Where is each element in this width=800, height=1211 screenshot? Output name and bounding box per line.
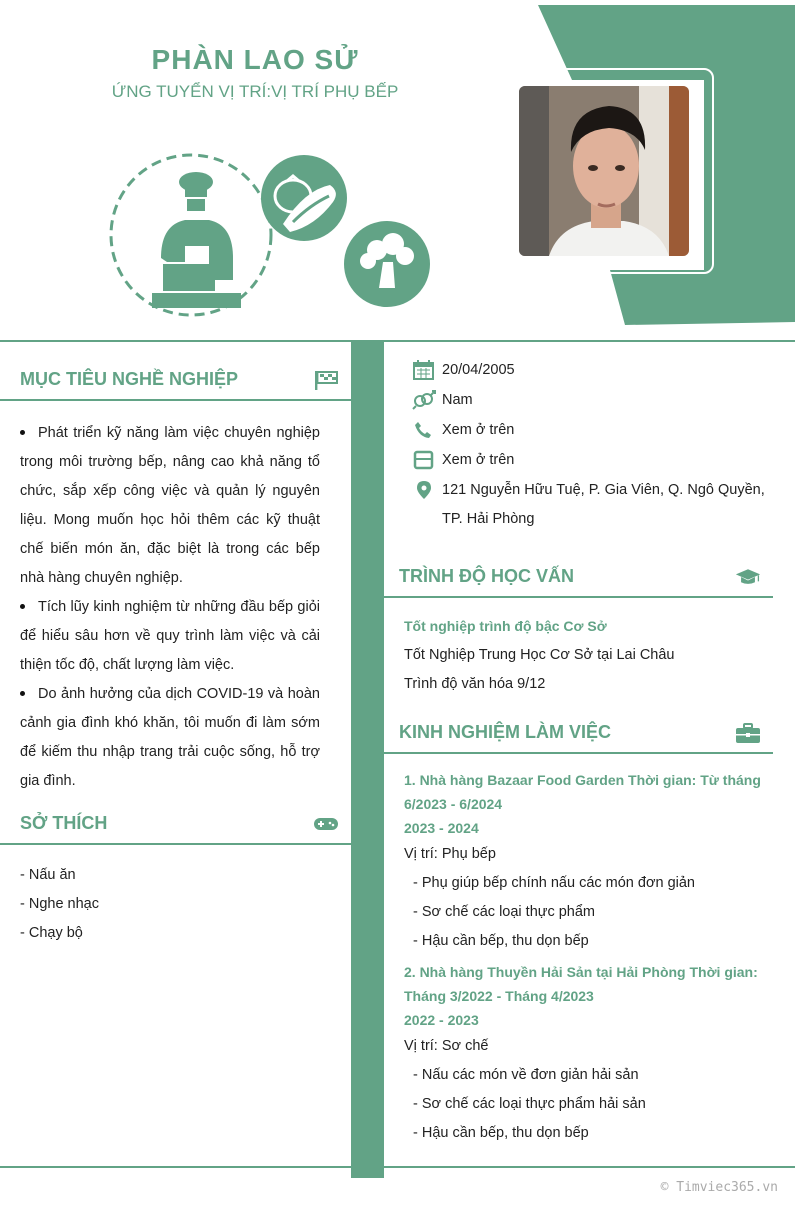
cv-header — [0, 0, 800, 340]
watermark-footer: © Timviec365.vn — [660, 1180, 778, 1195]
education-section-header — [384, 558, 773, 598]
education-level: Trình độ văn hóa 9/12 — [404, 676, 546, 692]
job-role: Vị trí: Phụ bếp — [404, 846, 496, 862]
job-task: - Nấu các món về đơn giản hải sản — [413, 1067, 639, 1083]
job-task: - Hậu cần bếp, thu dọn bếp — [413, 1125, 589, 1141]
gamepad-icon — [313, 813, 339, 835]
experience-body — [404, 768, 772, 1148]
education-body — [404, 612, 774, 699]
email-value: Xem ở trên — [442, 452, 515, 468]
phone-icon — [412, 420, 436, 440]
contact-info — [412, 356, 772, 534]
experience-title: KINH NGHIỆM LÀM VIỆC — [399, 722, 612, 742]
experience-section-header — [384, 714, 773, 754]
flag-icon — [313, 369, 339, 391]
job-task: - Phụ giúp bếp chính nấu các món đơn giản — [413, 875, 695, 891]
chef-illustration — [105, 150, 435, 330]
location-pin-icon — [412, 480, 436, 500]
calendar-icon — [412, 360, 436, 380]
job-task: - Sơ chế các loại thực phẩm hải sản — [413, 1096, 646, 1112]
job-task: - Hậu cần bếp, thu dọn bếp — [413, 933, 589, 949]
center-column-bar — [351, 341, 384, 1178]
bottom-divider-left — [0, 1166, 351, 1168]
job-title: 1. Nhà hàng Bazaar Food Garden Thời gian: Từ tháng 6/2023 - 6/2024 — [404, 772, 761, 812]
job-years: 2022 - 2023 — [404, 1012, 479, 1028]
gender-row — [412, 386, 772, 416]
job-title: 2. Nhà hàng Thuyền Hải Sản tại Hải Phòng Thời gian: Tháng 3/2022 - Tháng 4/2023 — [404, 964, 758, 1004]
birthday-value: 20/04/2005 — [442, 362, 515, 378]
position-value: VỊ TRÍ PHỤ BẾP — [271, 82, 399, 101]
job-role: Vị trí: Sơ chế — [404, 1038, 489, 1054]
objective-item: Tích lũy kinh nghiệm từ những đầu bếp giỏi để hiểu sâu hơn về quy trình làm việc và cải thiện tốc độ, chất lượng làm việc. — [20, 593, 320, 680]
hobby-item: - Nấu ăn — [20, 867, 76, 883]
applied-position — [20, 82, 490, 102]
job-entry — [404, 768, 772, 956]
job-years: 2023 - 2024 — [404, 820, 479, 836]
address-value: 121 Nguyễn Hữu Tuệ, P. Gia Viên, Q. Ngô Quyền, TP. Hải Phòng — [442, 482, 765, 527]
phone-value: Xem ở trên — [442, 422, 515, 438]
broccoli-icon — [344, 221, 430, 307]
briefcase-icon — [735, 722, 761, 744]
objective-item: Phát triển kỹ năng làm việc chuyên nghiệp trong môi trường bếp, nâng cao khả năng tổ chức, sắp xếp công việc và quản lý nguyên liệu. Mong muốn học hỏi thêm các kỹ thuật chế biến món ăn, đặc biệt là trong các bếp nhà hàng chuyên nghiệp. — [20, 419, 320, 593]
hobbies-section-header — [0, 805, 351, 845]
objective-title: MỤC TIÊU NGHỀ NGHIỆP — [20, 369, 239, 389]
objective-list — [20, 419, 320, 796]
position-prefix: ỨNG TUYỂN VỊ TRÍ: — [111, 82, 272, 101]
email-row — [412, 446, 772, 476]
phone-row — [412, 416, 772, 446]
vegetables-icon — [261, 155, 347, 241]
candidate-name: PHÀN LAO SỬ — [151, 44, 359, 75]
education-title: TRÌNH ĐỘ HỌC VẤN — [399, 566, 574, 586]
avatar — [519, 86, 689, 256]
hobbies-title: SỞ THÍCH — [20, 813, 108, 833]
education-detail: Tốt Nghiệp Trung Học Cơ Sở tại Lai Châu — [404, 647, 675, 663]
job-task: - Sơ chế các loại thực phẩm — [413, 904, 596, 920]
hobby-item: - Nghe nhạc — [20, 896, 99, 912]
job-entry — [404, 960, 772, 1148]
objective-item: Do ảnh hưởng của dịch COVID-19 và hoàn cảnh gia đình khó khăn, tôi muốn đi làm sớm để kiếm thu nhập trang trải cuộc sống, hỗ trợ gia đình. — [20, 680, 320, 796]
education-school: Tốt nghiệp trình độ bậc Cơ Sở — [404, 618, 607, 634]
graduation-cap-icon — [735, 566, 761, 588]
bottom-divider-right — [384, 1166, 795, 1168]
header-divider — [0, 340, 795, 342]
gender-icon — [412, 390, 436, 410]
email-icon — [412, 450, 436, 470]
birthday-row — [412, 356, 772, 386]
gender-value: Nam — [442, 392, 473, 408]
hobby-item: - Chạy bộ — [20, 925, 83, 941]
objective-section-header — [0, 361, 351, 401]
hobbies-list — [20, 861, 99, 948]
address-row — [412, 476, 772, 534]
